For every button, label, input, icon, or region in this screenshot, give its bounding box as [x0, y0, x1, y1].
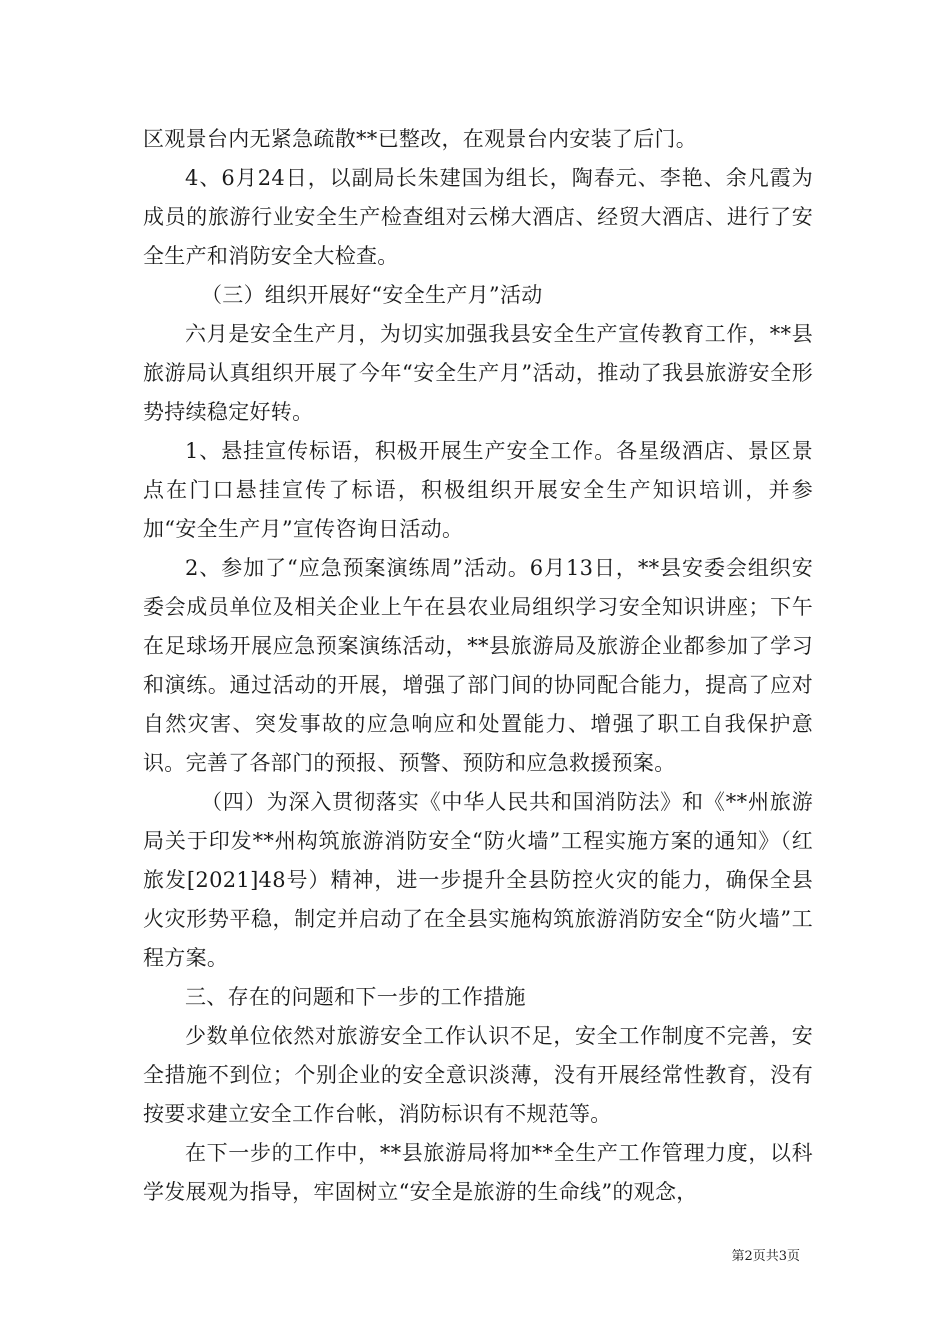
paragraph-10: 在下一步的工作中，**县旅游局将加**全生产工作管理力度，以科学发展观为指导，牢固树立“安全是旅游的生命线”的观念，: [143, 1141, 813, 1204]
paragraph-5: 1、悬挂宣传标语，积极开展生产安全工作。各星级酒店、景区景点在门口悬挂宣传了标语，积极组织开展安全生产知识培训，并参加“安全生产月”宣传咨询日活动。: [143, 439, 813, 541]
document-body: [143, 120, 813, 1212]
page-number: 第2页共3页: [731, 1249, 800, 1264]
paragraph-2: 4、6月24日，以副局长朱建国为组长，陶春元、李艳、余凡霞为成员的旅游行业安全生产检查组对云梯大酒店、经贸大酒店、进行了安全生产和消防安全大检查。: [143, 166, 813, 268]
paragraph-6: 2、参加了“应急预案演练周”活动。6月13日，**县安委会组织安委会成员单位及相关企业上午在县农业局组织学习安全知识讲座；下午在足球场开展应急预案演练活动，**县旅游局及旅游企业都参加了学习和演练。通过活动的开展，增强了部门间的协同配合能力，提高了应对自然灾害、突发事故的应急响应和处置能力、增强了职工自我保护意识。完善了各部门的预报、预警、预防和应急救援预案。: [143, 556, 813, 775]
paragraph-1: 区观景台内无紧急疏散**已整改，在观景台内安装了后门。: [143, 127, 698, 151]
section-heading-3: （三）组织开展好“安全生产月”活动: [201, 283, 543, 307]
section-heading-8: 三、存在的问题和下一步的工作措施: [185, 985, 526, 1009]
paragraph-7: （四）为深入贯彻落实《中华人民共和国消防法》和《**州旅游局关于印发**州构筑旅游消防安全“防火墙”工程实施方案的通知》（红旅发[2021]48号）精神，进一步提升全县防控火灾的能力，确保全县火灾形势平稳，制定并启动了在全县实施构筑旅游消防安全“防火墙”工程方案。: [143, 790, 813, 970]
paragraph-4: 六月是安全生产月，为切实加强我县安全生产宣传教育工作，**县旅游局认真组织开展了今年“安全生产月”活动，推动了我县旅游安全形势持续稳定好转。: [143, 322, 813, 424]
paragraph-9: 少数单位依然对旅游安全工作认识不足，安全工作制度不完善，安全措施不到位；个别企业的安全意识淡薄，没有开展经常性教育，没有按要求建立安全工作台帐，消防标识有不规范等。: [143, 1024, 813, 1126]
